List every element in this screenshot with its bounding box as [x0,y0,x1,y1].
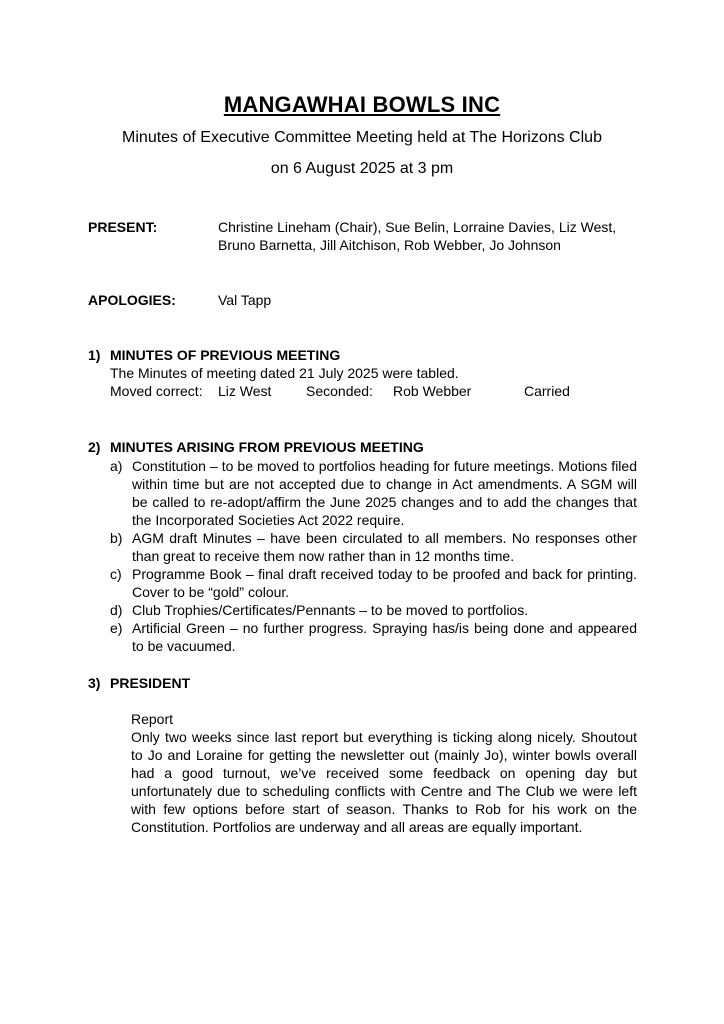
list-item-text: Artificial Green – no further progress. Spraying has/is being done and appeared to be vacuumed. [132,620,637,654]
list-item-letter: c) [110,566,122,582]
section3-number: 3) [88,675,101,691]
seconded-label: Seconded: [306,383,373,399]
seconded-name: Rob Webber [393,383,472,399]
section1-heading: MINUTES OF PREVIOUS MEETING [110,347,341,363]
moved-name: Liz West [218,383,272,399]
present-line1: Christine Lineham (Chair), Sue Belin, Lorraine Davies, Liz West, [218,219,617,235]
list-item-letter: a) [110,458,123,474]
section2-heading: MINUTES ARISING FROM PREVIOUS MEETING [110,439,424,455]
list-item-letter: e) [110,620,123,636]
section2-number: 2) [88,439,101,455]
report-text: Only two weeks since last report but everything is ticking along nicely. Shoutout to Jo and Loraine for getting the newsletter out (mainly Jo), winter bowls overall had a good turnout, we’ve received some feedback on opening day but unfortunately due to scheduling conflicts with Centre and The Club we were left with few options before start of season. Thanks to Rob for his work on the Constitution. Portfolios are underway and all areas are equally important. [131,729,637,835]
meeting-subtitle-line2: on 6 August 2025 at 3 pm [270,160,454,177]
list-item-text: Programme Book – final draft received today to be proofed and back for printing. Cover to be “gold” colour. [132,566,637,600]
apologies-label: APOLOGIES: [88,292,176,308]
list-item-letter: d) [110,602,123,618]
list-item-letter: b) [110,530,123,546]
meeting-subtitle-line1: Minutes of Executive Committee Meeting held at The Horizons Club [122,129,602,146]
report-label: Report [131,711,174,727]
document-title: MANGAWHAI BOWLS INC [223,92,501,117]
section1-text: The Minutes of meeting dated 21 July 2025 were tabled. [110,365,459,381]
present-label: PRESENT: [88,219,158,235]
carried-result: Carried [524,383,570,399]
section3-heading: PRESIDENT [110,675,191,691]
apologies-value: Val Tapp [218,292,272,308]
section1-number: 1) [88,347,101,363]
list-item-text: Constitution – to be moved to portfolios heading for future meetings. Motions filed within time but are not accepted due to change in Act amendments. A SGM will be called to re-adopt/affirm the June 2025 changes and to add the changes that the Incorporated Societies Act 2022 require. [132,458,637,528]
list-item-text: AGM draft Minutes – have been circulated to all members. No responses other than great to receive them now rather than in 12 months time. [132,530,637,564]
moved-label: Moved correct: [110,383,203,399]
present-line2: Bruno Barnetta, Jill Aitchison, Rob Webber, Jo Johnson [218,237,561,253]
list-item-text: Club Trophies/Certificates/Pennants – to be moved to portfolios. [132,602,529,618]
